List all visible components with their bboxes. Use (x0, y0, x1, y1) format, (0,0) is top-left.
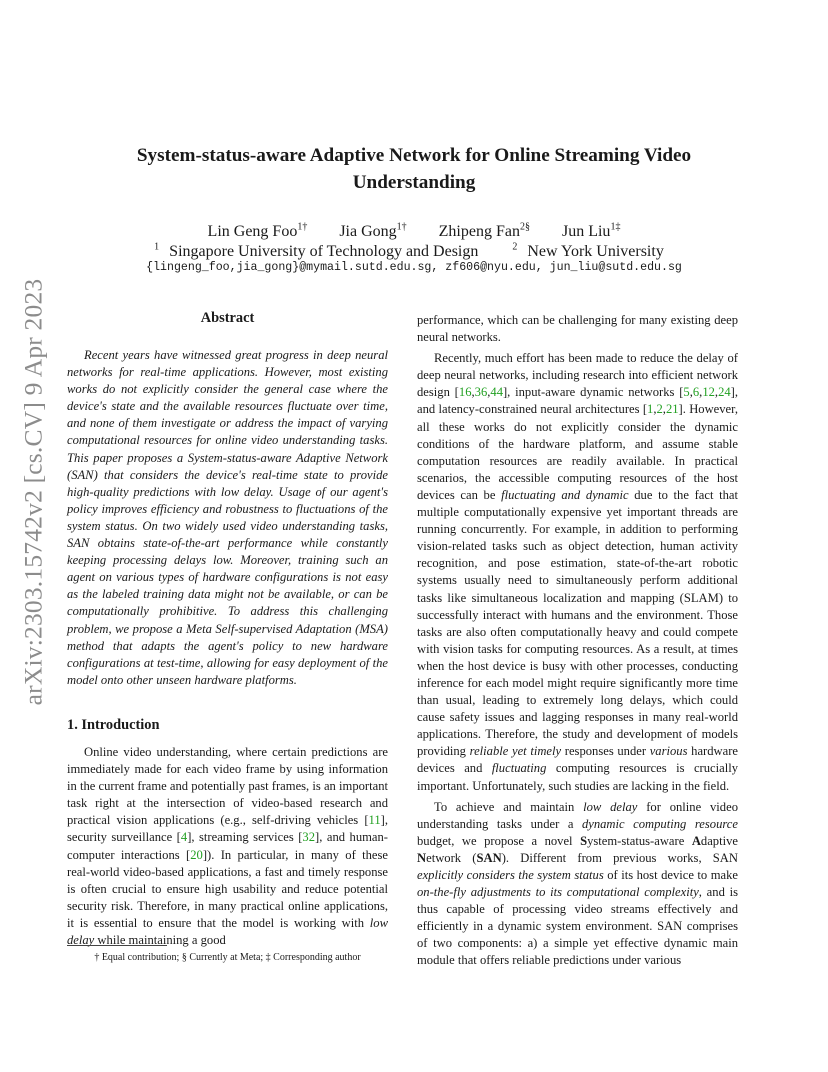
paper-title: System-status-aware Adaptive Network for Online Streaming Video Understanding (136, 145, 692, 193)
affiliation-mark: 2 (512, 242, 518, 253)
abstract-body (67, 347, 388, 689)
citation-link[interactable]: 11 (368, 813, 381, 828)
citation-link[interactable]: 2 (656, 402, 663, 417)
author-name: Lin Geng Foo (207, 223, 298, 241)
footnote: † Equal contribution; § Currently at Meta; ‡ Corresponding author (94, 952, 361, 963)
author-name: Zhipeng Fan (438, 223, 520, 241)
citation-link[interactable]: 5 (683, 385, 690, 400)
author-marks: 2§ (519, 222, 530, 233)
right-paragraph-0: performance, which can be challenging for many existing deep neural networks. (417, 313, 738, 345)
intro-paragraph-1: Online video understanding, where certain predictions are immediately made for each video frame by using information in the current frame and potentially past frames, is an important task right at the intersection of video-based research and practical vision applications (e.g., self-driving vehicles [11], security surveillance [4], streaming services [32], and human-computer interactions [20]). In particular, in many of these real-world video-based applications, a fast and timely response is often crucial to ensure high usability and reduce potential security risk. Therefore, in many practical online applications, it is essential to ensure that the model is working with low delay while maintaining a good (67, 745, 388, 948)
citation-link[interactable]: 36 (474, 385, 488, 400)
affiliation-1 (154, 243, 488, 260)
citation-link[interactable]: 4 (180, 830, 188, 845)
introduction-body (67, 744, 388, 949)
citation-link[interactable]: 44 (490, 385, 503, 400)
footnote-rule (67, 945, 167, 946)
citation-link[interactable]: 1 (647, 402, 654, 417)
author-marks: 1† (396, 222, 407, 233)
author-marks: 1‡ (610, 222, 621, 233)
right-column (417, 312, 738, 970)
arxiv-identifier-stamp (16, 278, 50, 706)
abstract-text: Recent years have witnessed great progress in deep neural networks for real-time applications. However, most existing works do not explicitly consider the general case where the device's state and the available resources fluctuate over time, and none of them investigate or address the impact of varying computational resources for online video understanding tasks. This paper proposes a System-status-aware Adaptive Network (SAN) that considers the device's real-time state to provide high-quality predictions with low delay. Usage of our agent's policy improves efficiency and robustness to fluctuations of the system status. On two widely used video understanding tasks, SAN obtains state-of-the-art performance while constantly keeping processing delays low. Moreover, training such an agent on various types of hardware configurations is not easy as the labeled training data might not be available, or can be computationally prohibitive. To address this challenging problem, we propose a Meta Self-supervised Adaptation (MSA) method that adapts the agent's policy to new hardware configurations at test-time, allowing for easy deployment of the model onto other unseen hardware platforms. (67, 348, 388, 687)
affiliation-name: New York University (527, 243, 664, 261)
citation-link[interactable]: 24 (718, 385, 731, 400)
author-name: Jun Liu (561, 223, 611, 241)
citation-link[interactable]: 12 (702, 385, 715, 400)
introduction-heading: 1. Introduction (67, 717, 160, 733)
right-paragraph-1: Recently, much effort has been made to reduce the delay of deep neural networks, including research into efficient network design [16,36,44], input-aware dynamic networks [5,6,12,24], and latency-constrained neural architectures [1,2,21]. However, all these works do not explicitly consider the dynamic conditions of the hardware platform, and assume stable computation resources are readily available. In practical scenarios, the accessible computing resources of the host devices can be fluctuating and dynamic due to the fact that multiple computationally expensive yet important threads are running concurrently. For example, in addition to performing vision-related tasks such as object detection, human activity recognition, and pose estimation, state-of-the-art robotic systems usually need to simultaneously perform additional tasks like simultaneous localization and mapping (SLAM) to successfully interact with humans and the environment. Those tasks are also often computationally heavy and could compete with vision tasks for computing resources. As a result, at times when the host device is busy with other processes, conducting inference for each model might require significantly more time than usual, leading to extremely long delays, which could cause safety issues and lagging responses in many real-world applications. Therefore, the study and development of models providing reliable yet timely responses under various hardware devices and fluctuating computing resources is crucially important. Unfortunately, such studies are lacking in the field. (417, 351, 739, 793)
author-emails: {lingeng_foo,jia_gong}@mymail.sutd.edu.sg, zf606@nyu.edu, jun_liu@sutd.edu.sg (146, 261, 682, 274)
affiliation-2 (512, 243, 673, 260)
author-marks: 1† (297, 222, 308, 233)
affiliation-mark: 1 (154, 242, 160, 253)
right-paragraph-2: To achieve and maintain low delay for online video understanding tasks under a dynamic computing resource budget, we propose a novel System-status-aware Adaptive Network (SAN). Different from previous works, SAN explicitly considers the system status of its host device to make on-the-fly adjustments to its computational complexity, and is thus capable of processing video streams effectively and efficiently in a dynamic system environment. SAN comprises of two components: a) a simple yet effective dynamic main module that offers reliable predictions under various (417, 799, 738, 968)
affiliation-name: Singapore University of Technology and Design (169, 243, 479, 261)
citation-link[interactable]: 20 (190, 847, 203, 862)
arxiv-identifier-text: arXiv:2303.15742v2 [cs.CV] 9 Apr 2023 (18, 278, 48, 706)
citation-link[interactable]: 6 (692, 385, 700, 400)
abstract-heading: Abstract (200, 310, 255, 326)
author-name: Jia Gong (339, 223, 397, 241)
citation-link[interactable]: 16 (458, 385, 472, 400)
citation-link[interactable]: 21 (665, 402, 679, 417)
citation-link[interactable]: 32 (302, 830, 316, 845)
